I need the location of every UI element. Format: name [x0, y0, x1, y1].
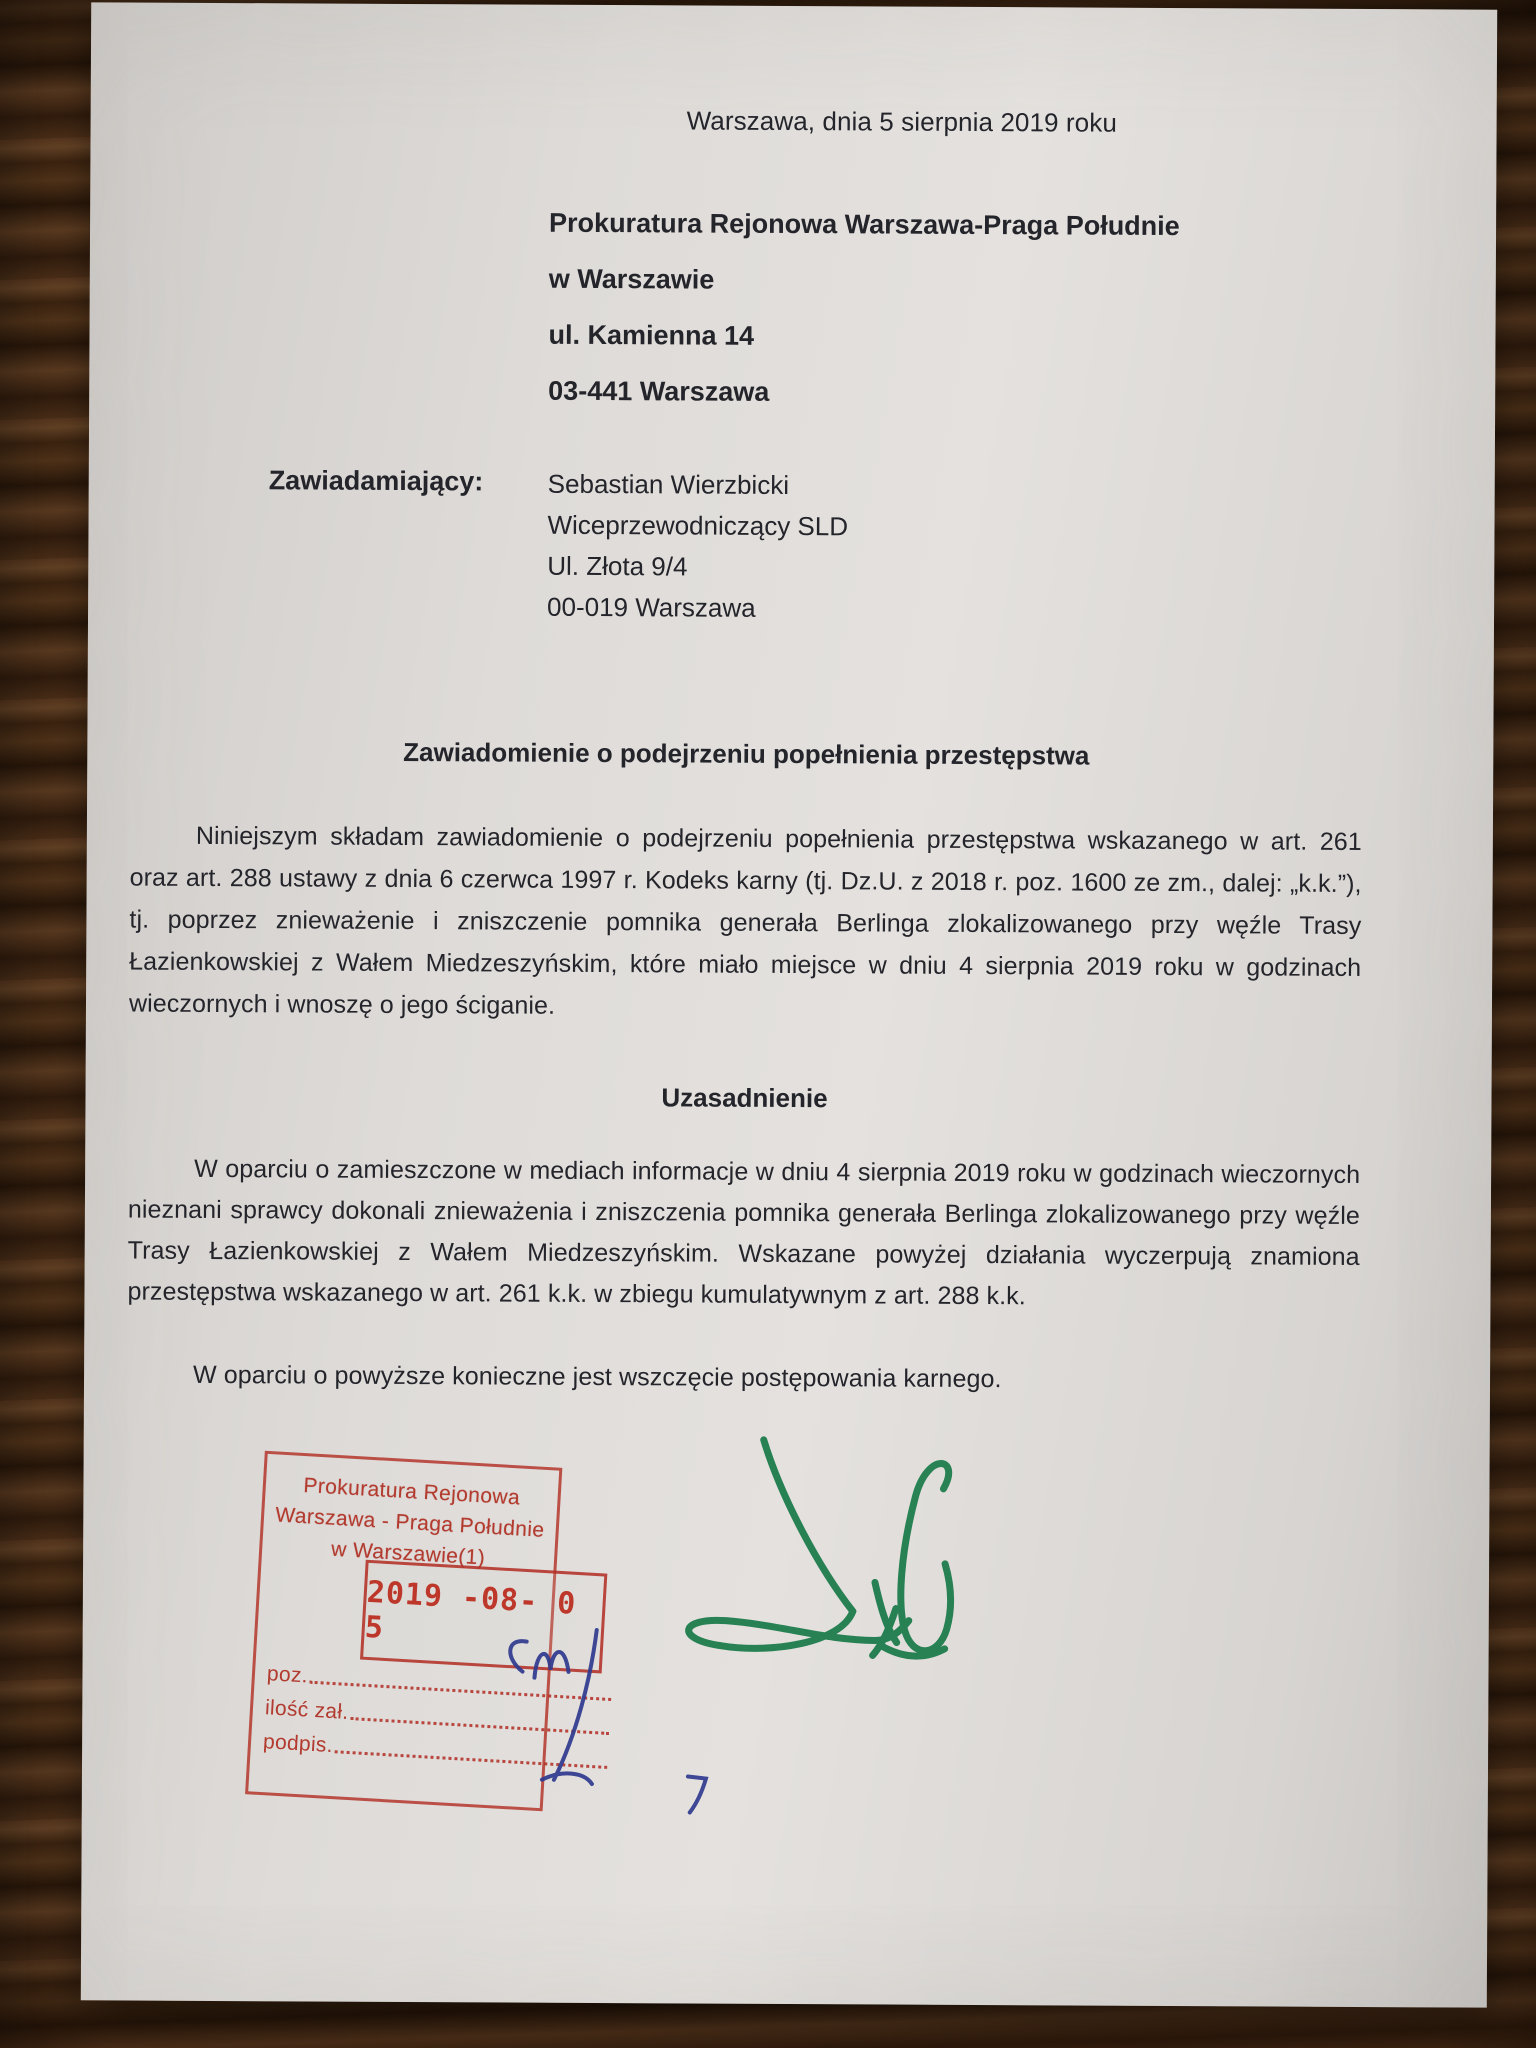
section-heading: Uzasadnienie [661, 1082, 828, 1114]
recipient-line: w Warszawie [548, 263, 715, 295]
notifier-label: Zawiadamiający: [268, 465, 484, 497]
sender-line: Ul. Złota 9/4 [547, 550, 688, 582]
paragraph-body: Niniejszym składam zawiadomienie o podejrzeniu popełnienia przestępstwa wskazanego w art. 261 oraz art. 288 ustawy z dnia 6 czerwca 1997 r. Kodeks karny (tj. Dz.U. z 2018 r. poz. 1600 ze zm., dalej: „k.k.”), tj. poprzez znieważenie i zniszczenie pomnika generała Berlinga zlokalizowanego przy węźle Trasy Łazienkowskiej z Wałem Miedzeszyńskim, które miało miejsce w dniu 4 sierpnia 2019 roku w godzinach wieczornych i wnoszę o jego ściganie. [128, 821, 1362, 1020]
stamp-dotted-line [334, 1750, 607, 1769]
sender-line: Sebastian Wierzbicki [547, 468, 790, 500]
stamp-field-label: ilość zał. [264, 1696, 350, 1724]
recipient-line: Prokuratura Rejonowa Warszawa-Praga Południe [549, 207, 1180, 242]
date-line: Warszawa, dnia 5 sierpnia 2019 roku [686, 105, 1118, 138]
sender-block [547, 464, 848, 630]
recipient-block [548, 195, 1180, 422]
stamp-date: 2019 -08- 0 5 [363, 1574, 578, 1646]
stamp-header-line: Prokuratura Rejonowa [302, 1473, 521, 1510]
sender-line: Wiceprzewodniczący SLD [547, 509, 849, 542]
stamp-date-box [360, 1560, 607, 1674]
document-page [81, 2, 1497, 2007]
recipient-line: ul. Kamienna 14 [548, 319, 755, 351]
signature-ink [590, 1377, 972, 1679]
stamp-field-label: poz. [266, 1662, 309, 1688]
stamp-fields [262, 1652, 612, 1774]
stamp-header-line: Warszawa - Praga Południe [274, 1503, 546, 1542]
recipient-line: 03-441 Warszawa [548, 375, 770, 407]
stamp-header-line: w Warszawie(1) [330, 1537, 486, 1570]
letter-title: Zawiadomienie o podejrzeniu popełnienia przestępstwa [403, 736, 1090, 771]
paragraph-justification: W oparciu o zamieszczone w mediach informacje w dniu 4 sierpnia 2019 roku w godzinach wieczornych nieznani sprawcy dokonali znieważenia i zniszczenia pomnika generała Berlinga zlokalizowanego przy węźle Trasy Łazienkowskiej z Wałem Miedzeszyńskim. Wskazane powyżej działania wyczerpują znamiona przestępstwa wskazanego w art. 261 k.k. w zbiegu kumulatywnym z art. 288 k.k. [127, 1154, 1361, 1311]
sender-line: 00-019 Warszawa [547, 591, 756, 623]
stamp-header [262, 1454, 560, 1578]
paragraph-closing: W oparciu o powyższe konieczne jest wszczęcie postępowania karnego. [192, 1360, 1002, 1394]
stamp-field-label: podpis. [262, 1730, 334, 1758]
prosecutor-stamp [245, 1451, 578, 1812]
